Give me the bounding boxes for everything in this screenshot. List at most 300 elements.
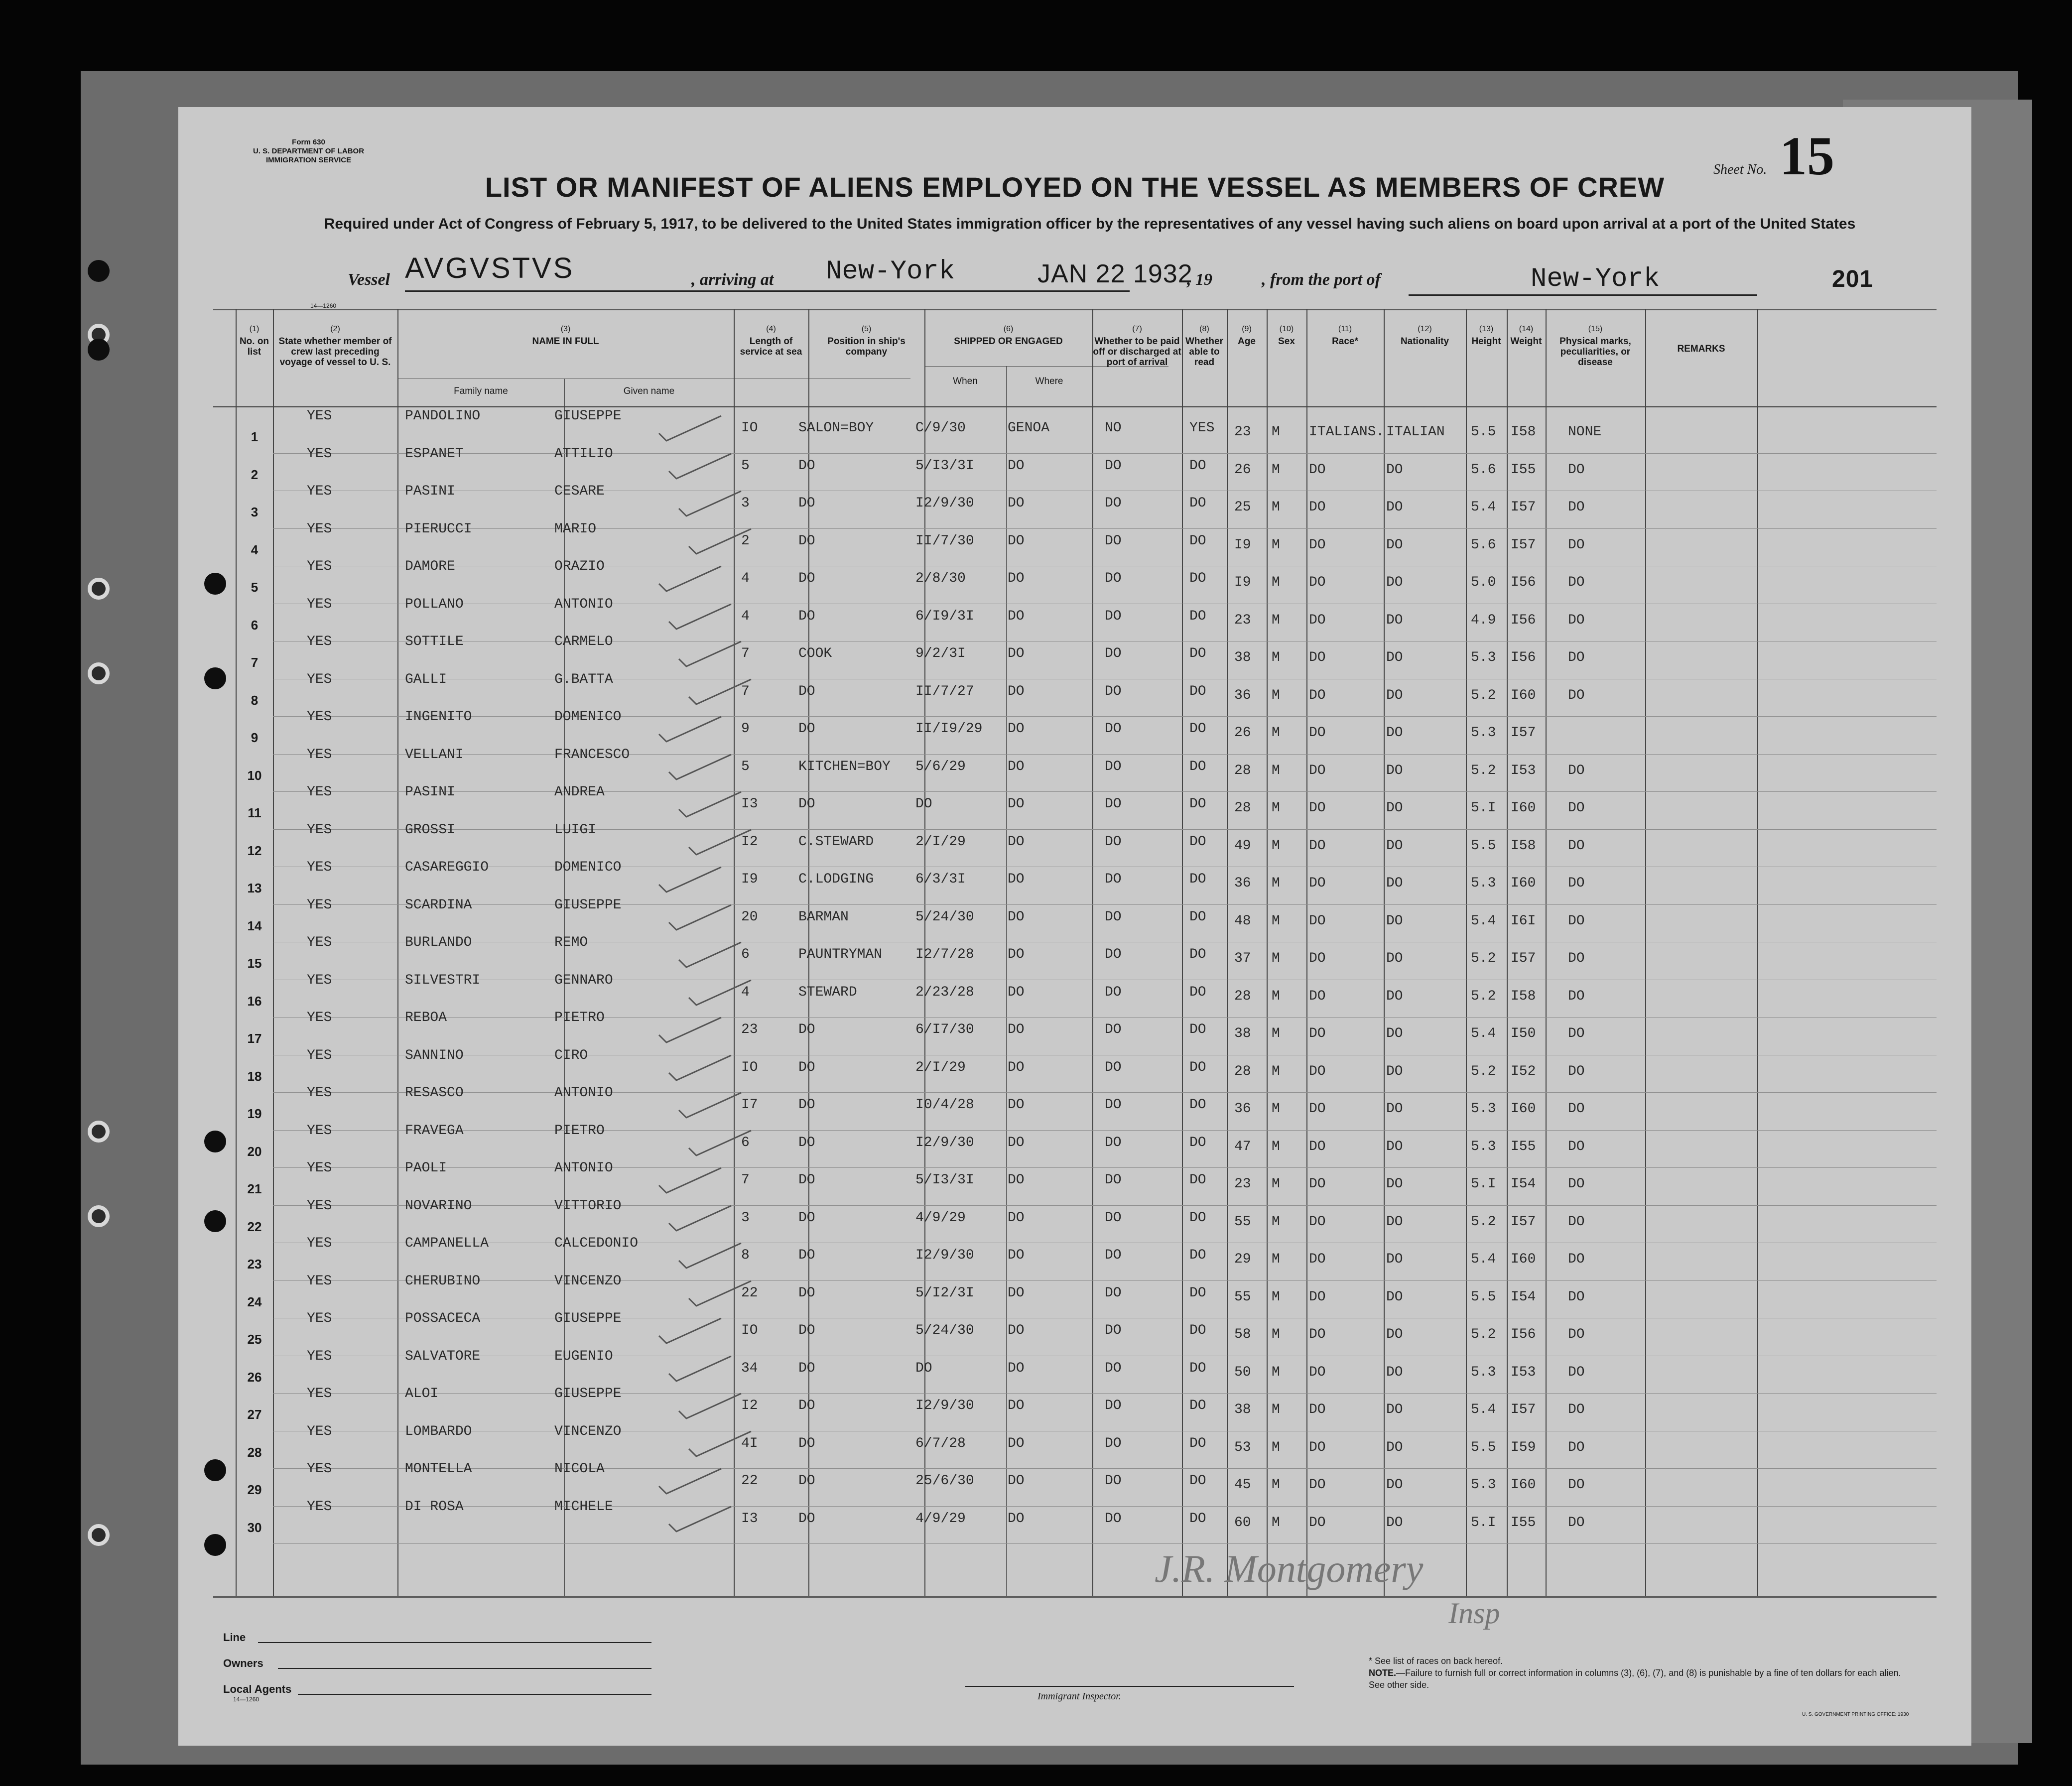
physical-marks: DO [1568, 687, 1585, 703]
able-to-read: DO [1189, 1059, 1206, 1075]
shipped-when: DO [915, 1360, 932, 1376]
col-header-paid-off: (7) Whether to be paid off or discharged at port of arrival [1093, 325, 1181, 368]
age: 23 [1234, 1176, 1251, 1192]
col-header-nationality: (12) Nationality [1400, 325, 1449, 347]
height: 5.2 [1471, 763, 1496, 778]
row-number: 21 [247, 1181, 262, 1196]
table-top-rule [213, 309, 1937, 310]
check-mark-icon [676, 1090, 746, 1125]
family-name: CASAREGGIO [405, 860, 489, 875]
able-to-read: DO [1189, 533, 1206, 549]
race: DO [1309, 1439, 1326, 1455]
family-name: SOTTILE [405, 634, 464, 649]
able-to-read: DO [1189, 1398, 1206, 1413]
page-title: LIST OR MANIFEST OF ALIENS EMPLOYED ON THE VESSEL AS MEMBERS OF CREW [485, 171, 1665, 203]
length-of-service: 4 [741, 984, 750, 1000]
ship-position: BARMAN [798, 909, 849, 925]
row-number: 29 [247, 1482, 262, 1497]
row-rule [273, 1017, 1937, 1018]
nationality: DO [1386, 1063, 1403, 1079]
shipped-where: DO [1008, 1323, 1025, 1338]
paid-off: DO [1105, 1435, 1122, 1451]
sex: M [1272, 1139, 1280, 1154]
row-rule [273, 1130, 1937, 1131]
weight: I56 [1511, 612, 1536, 628]
nationality: DO [1386, 763, 1403, 778]
paid-off: DO [1105, 571, 1122, 586]
family-name: REBOA [405, 1010, 447, 1025]
ship-position: DO [798, 496, 815, 511]
shipped-when: I2/9/30 [915, 1398, 974, 1413]
sex: M [1272, 1364, 1280, 1380]
service-name: IMMIGRATION SERVICE [265, 156, 352, 164]
sex: M [1272, 1176, 1280, 1192]
family-name: INGENITO [405, 709, 472, 725]
crew-status: YES [307, 484, 332, 499]
crew-status: YES [307, 709, 332, 725]
physical-marks: DO [1568, 1214, 1585, 1230]
ship-position: DO [798, 1360, 815, 1376]
able-to-read: DO [1189, 1248, 1206, 1263]
check-mark-icon [656, 1466, 726, 1501]
footer-line-label: Line [223, 1631, 246, 1644]
crew-status: YES [307, 972, 332, 988]
ship-position: DO [798, 796, 815, 812]
shipped-when: 9/2/3I [915, 646, 966, 661]
paid-off: NO [1105, 420, 1122, 436]
able-to-read: DO [1189, 646, 1206, 661]
shipped-where: DO [1008, 947, 1025, 962]
nationality: DO [1386, 1327, 1403, 1342]
shipped-where: DO [1008, 458, 1025, 474]
age: 53 [1234, 1439, 1251, 1455]
col-rule [1182, 309, 1183, 1596]
age: 45 [1234, 1477, 1251, 1493]
shipped-when: DO [915, 796, 932, 812]
length-of-service: 4I [741, 1435, 758, 1451]
nationality: DO [1386, 1364, 1403, 1380]
sex: M [1272, 424, 1280, 440]
arriving-label: , arriving at [691, 270, 774, 289]
check-mark-icon [676, 1391, 746, 1426]
col-header-service: (4) Length of service at sea [740, 325, 802, 357]
height: 5.4 [1471, 1402, 1496, 1417]
physical-marks: DO [1568, 1252, 1585, 1267]
shipped-when: 2/I/29 [915, 1059, 966, 1075]
shipped-where: DO [1008, 571, 1025, 586]
check-mark-icon [676, 789, 746, 824]
row-rule [273, 528, 1937, 529]
crew-status: YES [307, 1236, 332, 1251]
row-number: 22 [247, 1219, 262, 1234]
col-rule [1546, 309, 1547, 1596]
able-to-read: DO [1189, 1323, 1206, 1338]
row-number: 19 [247, 1106, 262, 1121]
race: DO [1309, 575, 1326, 590]
able-to-read: DO [1189, 1511, 1206, 1527]
given-name: MICHELE [554, 1499, 613, 1515]
ship-position: DO [798, 571, 815, 586]
weight: I53 [1511, 763, 1536, 778]
from-port: New-York [1531, 264, 1660, 294]
family-name: RESASCO [405, 1085, 464, 1101]
paid-off: DO [1105, 533, 1122, 549]
col-rule [1507, 309, 1508, 1596]
family-name: PAOLI [405, 1160, 447, 1176]
binder-hole [88, 1205, 110, 1227]
age: 36 [1234, 687, 1251, 703]
paid-off: DO [1105, 646, 1122, 661]
length-of-service: I2 [741, 1398, 758, 1413]
row-rule [273, 829, 1937, 830]
able-to-read: DO [1189, 796, 1206, 812]
binder-hole [88, 260, 110, 282]
nationality: DO [1386, 913, 1403, 929]
height: 5.5 [1471, 424, 1496, 440]
ship-position: COOK [798, 646, 832, 661]
age: 37 [1234, 951, 1251, 966]
crew-status: YES [307, 1386, 332, 1402]
weight: I54 [1511, 1176, 1536, 1192]
family-name: ESPANET [405, 446, 464, 462]
crew-status: YES [307, 1461, 332, 1477]
shipped-when: 25/6/30 [915, 1473, 974, 1489]
able-to-read: DO [1189, 1022, 1206, 1037]
race: DO [1309, 725, 1326, 741]
height: 4.9 [1471, 612, 1496, 628]
col-header-name: (3) NAME IN FULL [532, 325, 599, 347]
binder-hole [88, 578, 110, 600]
shipped-when: 4/9/29 [915, 1511, 966, 1527]
col-header-race: (11) Race* [1332, 325, 1358, 347]
length-of-service: 8 [741, 1248, 750, 1263]
weight: I58 [1511, 424, 1536, 440]
row-rule [273, 791, 1937, 792]
height: 5.2 [1471, 1063, 1496, 1079]
length-of-service: 22 [741, 1285, 758, 1301]
binder-hole [204, 1534, 226, 1556]
physical-marks: DO [1568, 1364, 1585, 1380]
ship-position: C.LODGING [798, 872, 874, 887]
weight: I57 [1511, 537, 1536, 553]
given-name: CESARE [554, 484, 605, 499]
sex: M [1272, 838, 1280, 854]
length-of-service: 7 [741, 646, 750, 661]
race: DO [1309, 913, 1326, 929]
binder-hole [204, 667, 226, 689]
crew-status: YES [307, 1123, 332, 1139]
able-to-read: DO [1189, 1135, 1206, 1150]
shipped-where: DO [1008, 796, 1025, 812]
family-name: SILVESTRI [405, 972, 481, 988]
ship-position: DO [798, 1172, 815, 1188]
ship-position: SALON=BOY [798, 420, 874, 436]
crew-status: YES [307, 408, 332, 424]
age: 26 [1234, 462, 1251, 478]
nationality: DO [1386, 951, 1403, 966]
shipped-when: 2/I/29 [915, 834, 966, 850]
age: I9 [1234, 537, 1251, 553]
sex: M [1272, 500, 1280, 515]
footer-inspector-label: Immigrant Inspector. [1037, 1691, 1121, 1702]
row-rule [273, 754, 1937, 755]
shipped-when: 5/I2/3I [915, 1285, 974, 1301]
given-name: CALCEDONIO [554, 1236, 639, 1251]
check-mark-icon [676, 489, 746, 523]
length-of-service: I2 [741, 834, 758, 850]
binder-hole [88, 1524, 110, 1546]
check-mark-icon [666, 1053, 736, 1088]
height: 5.2 [1471, 1327, 1496, 1342]
shipped-when: 5/24/30 [915, 909, 974, 925]
col-header-position: (5) Position in ship's company [827, 325, 906, 357]
col-header-physical-marks: (15) Physical marks, peculiarities, or disease [1559, 325, 1631, 368]
check-mark-icon [686, 526, 756, 561]
race: DO [1309, 1515, 1326, 1531]
crew-status: YES [307, 1348, 332, 1364]
able-to-read: DO [1189, 721, 1206, 737]
row-number: 3 [251, 505, 259, 519]
shipped-where: DO [1008, 1097, 1025, 1113]
sex: M [1272, 800, 1280, 816]
length-of-service: I3 [741, 1511, 758, 1527]
crew-status: YES [307, 897, 332, 913]
sheet-number: 15 [1780, 126, 1834, 186]
row-number: 7 [251, 655, 259, 670]
family-name: ALOI [405, 1386, 439, 1402]
from-port-label: , from the port of [1262, 270, 1381, 289]
nationality: DO [1386, 1026, 1403, 1041]
race: DO [1309, 1252, 1326, 1267]
col-rule [1466, 309, 1467, 1596]
weight: I56 [1511, 575, 1536, 590]
nationality: DO [1386, 650, 1403, 665]
length-of-service: 3 [741, 496, 750, 511]
paid-off: DO [1105, 1022, 1122, 1037]
crew-status: YES [307, 559, 332, 574]
check-mark-icon [656, 413, 726, 448]
binder-hole [204, 1459, 226, 1481]
weight: I50 [1511, 1026, 1536, 1041]
crew-status: YES [307, 596, 332, 612]
height: 5.3 [1471, 1364, 1496, 1380]
physical-marks: DO [1568, 951, 1585, 966]
col-header-when: When [953, 376, 978, 386]
length-of-service: 20 [741, 909, 758, 925]
age: 25 [1234, 500, 1251, 515]
vessel-name: AVGVSTVS [405, 252, 575, 284]
given-name: LUIGI [554, 822, 597, 838]
age: 28 [1234, 1063, 1251, 1079]
row-rule [273, 1280, 1937, 1281]
given-name: ATTILIO [554, 446, 613, 462]
height: 5.2 [1471, 1214, 1496, 1230]
crew-status: YES [307, 784, 332, 800]
col-header-weight: (14) Weight [1510, 325, 1542, 347]
binder-hole [88, 662, 110, 684]
sex: M [1272, 462, 1280, 478]
shipped-where: DO [1008, 1248, 1025, 1263]
given-name: ANTONIO [554, 1160, 613, 1176]
ship-position: DO [798, 1022, 815, 1037]
shipped-where: DO [1008, 646, 1025, 661]
row-number: 26 [247, 1369, 262, 1385]
row-number: 28 [247, 1444, 262, 1460]
ship-position: KITCHEN=BOY [798, 759, 891, 774]
nationality: DO [1386, 1402, 1403, 1417]
physical-marks: NONE [1568, 424, 1602, 440]
check-mark-icon [666, 752, 736, 787]
row-number: 23 [247, 1257, 262, 1272]
height: 5.2 [1471, 988, 1496, 1004]
shipped-where: DO [1008, 683, 1025, 699]
able-to-read: DO [1189, 571, 1206, 586]
physical-marks: DO [1568, 1439, 1585, 1455]
able-to-read: DO [1189, 1473, 1206, 1489]
crew-status: YES [307, 1198, 332, 1214]
age: I9 [1234, 575, 1251, 590]
ship-position: DO [798, 1059, 815, 1075]
race: DO [1309, 876, 1326, 891]
shipped-where: DO [1008, 1059, 1025, 1075]
weight: I60 [1511, 1252, 1536, 1267]
shipped-where: DO [1008, 759, 1025, 774]
ship-position: DO [798, 1210, 815, 1226]
row-number: 12 [247, 843, 262, 858]
paid-off: DO [1105, 1097, 1122, 1113]
age: 23 [1234, 612, 1251, 628]
row-number: 1 [251, 429, 259, 444]
length-of-service: 5 [741, 458, 750, 474]
given-name: GIUSEPPE [554, 1386, 622, 1402]
paid-off: DO [1105, 1059, 1122, 1075]
able-to-read: DO [1189, 759, 1206, 774]
ship-position: STEWARD [798, 984, 857, 1000]
ship-position: DO [798, 1435, 815, 1451]
shipped-where: DO [1008, 721, 1025, 737]
shipped-when: II/7/27 [915, 683, 974, 699]
given-name: VITTORIO [554, 1198, 622, 1214]
paid-off: DO [1105, 608, 1122, 624]
height: 5.4 [1471, 500, 1496, 515]
row-number: 17 [247, 1031, 262, 1046]
shipped-when: 6/I7/30 [915, 1022, 974, 1037]
row-rule [273, 1205, 1937, 1206]
height: 5.6 [1471, 537, 1496, 553]
check-mark-icon [656, 865, 726, 899]
age: 55 [1234, 1289, 1251, 1305]
length-of-service: 22 [741, 1473, 758, 1489]
ship-position: DO [798, 683, 815, 699]
row-number: 14 [247, 918, 262, 933]
height: 5.2 [1471, 951, 1496, 966]
able-to-read: DO [1189, 1435, 1206, 1451]
sex: M [1272, 1252, 1280, 1267]
paid-off: DO [1105, 1248, 1122, 1263]
nationality: DO [1386, 687, 1403, 703]
sex: M [1272, 1063, 1280, 1079]
paid-off: DO [1105, 872, 1122, 887]
check-mark-icon [656, 714, 726, 749]
department-name: U. S. DEPARTMENT OF LABOR [253, 147, 365, 155]
races-note: * See list of races on back hereof. [1369, 1656, 1503, 1666]
row-rule [273, 1543, 1937, 1544]
given-name: ANDREA [554, 784, 605, 800]
age: 36 [1234, 1101, 1251, 1117]
race: DO [1309, 1063, 1326, 1079]
sex: M [1272, 612, 1280, 628]
col-header-shipped: (6) SHIPPED OR ENGAGED [954, 325, 1063, 347]
crew-status: YES [307, 1311, 332, 1326]
able-to-read: DO [1189, 984, 1206, 1000]
height: 5.5 [1471, 1289, 1496, 1305]
weight: I60 [1511, 1101, 1536, 1117]
race: DO [1309, 612, 1326, 628]
family-name: SALVATORE [405, 1348, 481, 1364]
crew-status: YES [307, 1273, 332, 1289]
physical-marks: DO [1568, 763, 1585, 778]
shipped-when: II/7/30 [915, 533, 974, 549]
sex: M [1272, 725, 1280, 741]
shipped-where: DO [1008, 1398, 1025, 1413]
ship-position: DO [798, 1248, 815, 1263]
length-of-service: 6 [741, 1135, 750, 1150]
height: 5.3 [1471, 876, 1496, 891]
ship-position: PAUNTRYMAN [798, 947, 883, 962]
shipped-where: DO [1008, 1473, 1025, 1489]
shipped-when: I2/9/30 [915, 1135, 974, 1150]
able-to-read: DO [1189, 834, 1206, 850]
col-rule [1306, 309, 1307, 1596]
weight: I6I [1511, 913, 1536, 929]
check-mark-icon [686, 1128, 756, 1163]
row-rule [273, 1468, 1937, 1469]
height: 5.3 [1471, 1101, 1496, 1117]
shipped-where: DO [1008, 1172, 1025, 1188]
given-name: GIUSEPPE [554, 897, 622, 913]
from-port-underline [1409, 294, 1757, 296]
inspector-underline [965, 1686, 1294, 1687]
inspector-signature: J.R. Montgomery [1155, 1547, 1424, 1590]
family-name: MONTELLA [405, 1461, 472, 1477]
given-name: GIUSEPPE [554, 1311, 622, 1326]
length-of-service: 4 [741, 608, 750, 624]
col-header-height: (13) Height [1471, 325, 1501, 347]
shipped-where: DO [1008, 834, 1025, 850]
row-rule [273, 904, 1937, 905]
height: 5.3 [1471, 1477, 1496, 1493]
family-name: BURLANDO [405, 935, 472, 950]
able-to-read: DO [1189, 1097, 1206, 1113]
nationality: DO [1386, 1214, 1403, 1230]
paid-off: DO [1105, 1323, 1122, 1338]
nationality: DO [1386, 988, 1403, 1004]
nationality: DO [1386, 1252, 1403, 1267]
crew-status: YES [307, 671, 332, 687]
binder-hole [204, 1131, 226, 1152]
height: 5.I [1471, 1515, 1496, 1531]
weight: I54 [1511, 1289, 1536, 1305]
race: DO [1309, 650, 1326, 665]
sex: M [1272, 1214, 1280, 1230]
physical-marks: DO [1568, 1101, 1585, 1117]
shipped-where: DO [1008, 1135, 1025, 1150]
arrival-date: JAN 22 1932 [1037, 259, 1193, 288]
weight: I57 [1511, 1214, 1536, 1230]
check-mark-icon [686, 1278, 756, 1313]
race: DO [1309, 537, 1326, 553]
shipped-when: 2/8/30 [915, 571, 966, 586]
